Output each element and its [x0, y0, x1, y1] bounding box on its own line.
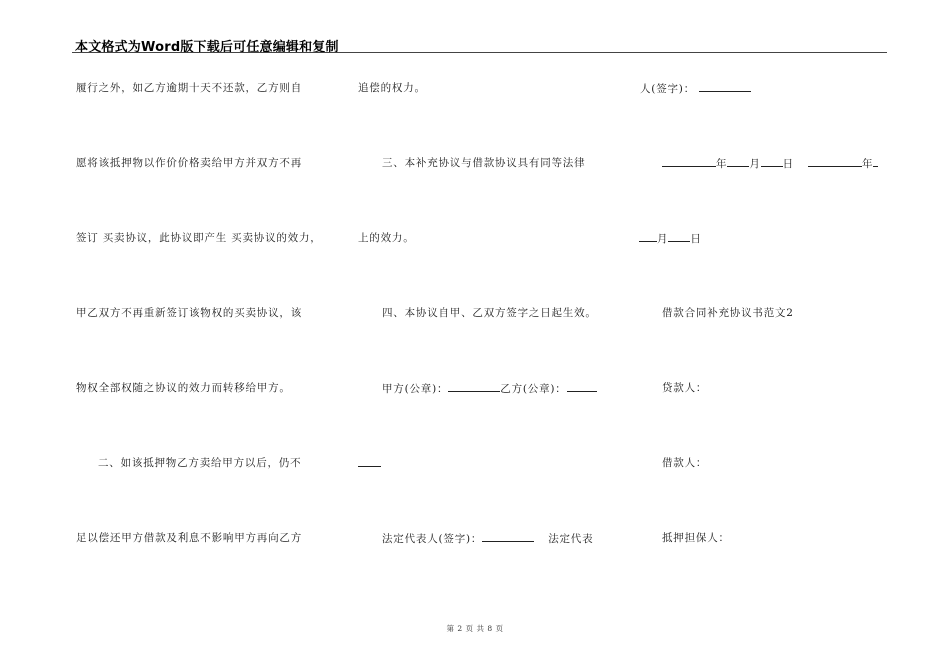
guarantor-label: 抵押担保人：	[662, 532, 730, 544]
trailing-blank	[873, 155, 878, 167]
left-line-5: 物权全部权随之协议的效力而转移给甲方。	[76, 382, 291, 394]
header-divider	[72, 52, 887, 53]
month-label-2: 月	[657, 233, 669, 245]
borrower-label: 借款人：	[662, 457, 708, 469]
party-a-seal-blank	[448, 380, 500, 392]
left-line-1: 履行之外，如乙方逾期十天不还款，乙方则自	[76, 82, 302, 94]
legal-rep-label: 法定代表人(签字)：	[382, 533, 483, 545]
signature-blank	[699, 80, 751, 92]
section-title: 借款合同补充协议书范文2	[662, 307, 794, 319]
middle-line-3: 上的效力。	[358, 232, 415, 244]
day-label-2: 日	[690, 233, 702, 245]
page-footer: 第 2 页 共 8 页	[446, 624, 504, 633]
lender-label: 贷款人：	[662, 382, 708, 394]
party-b-seal-label: 乙方(公章)：	[500, 383, 567, 395]
left-line-3: 签订 买卖协议，此协议即产生 买卖协议的效力，	[76, 232, 322, 244]
middle-blank-line	[358, 455, 381, 470]
legal-rep-blank	[482, 530, 534, 542]
year-label-2: 年	[861, 158, 874, 170]
month-blank	[727, 155, 749, 167]
document-header-title: 本文格式为Word版下载后可任意编辑和复制	[75, 40, 339, 55]
party-b-seal-blank	[567, 380, 597, 392]
day-label: 日	[782, 158, 794, 170]
middle-line-2: 三、本补充协议与借款协议具有同等法律	[382, 157, 586, 169]
legal-rep-line	[382, 530, 593, 546]
date-line-2	[639, 230, 702, 246]
legal-rep-label-2: 法定代表	[548, 533, 594, 545]
day-blank	[761, 155, 783, 167]
left-line-7: 足以偿还甲方借款及利息不影响甲方再向乙方	[76, 532, 302, 544]
year-label: 年	[716, 158, 728, 170]
left-line-4: 甲乙双方不再重新签订该物权的买卖协议，该	[76, 307, 302, 319]
left-line-2: 愿将该抵押物以作价价格卖给甲方并双方不再	[76, 157, 302, 169]
signature-label: 人(签字)：	[640, 83, 695, 95]
left-line-6: 二、如该抵押物乙方卖给甲方以后，仍不	[98, 457, 302, 469]
signature-line	[640, 80, 751, 96]
continuation-blank	[358, 455, 381, 467]
day-blank-2	[668, 230, 690, 242]
middle-line-4: 四、本协议自甲、乙双方签字之日起生效。	[382, 307, 597, 319]
party-seal-line	[382, 380, 597, 396]
year-blank	[662, 155, 716, 167]
month-label: 月	[749, 158, 761, 170]
party-a-seal-label: 甲方(公章)：	[382, 383, 449, 395]
year-blank-2	[808, 155, 862, 167]
month-blank-2	[639, 230, 657, 242]
date-line-1	[662, 155, 878, 171]
middle-line-1: 追偿的权力。	[358, 82, 426, 94]
